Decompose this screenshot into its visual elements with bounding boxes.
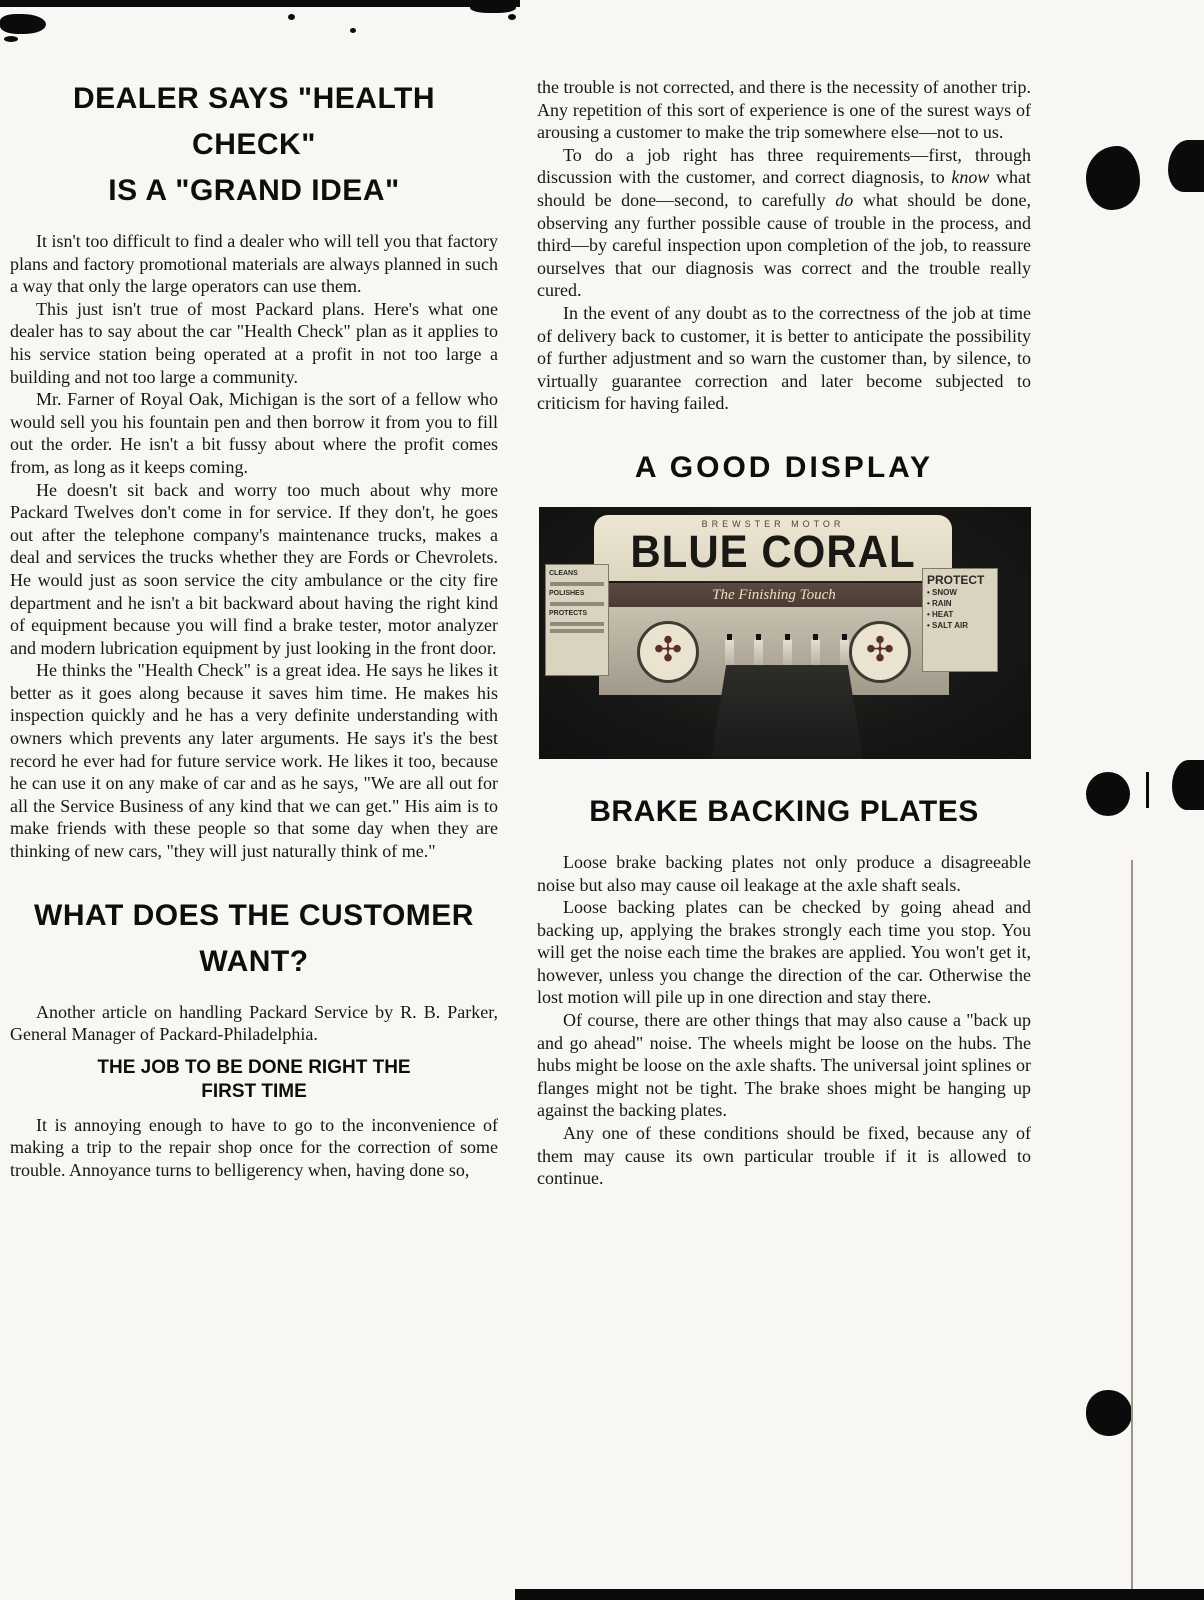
scan-artifact-ink-blob bbox=[1168, 140, 1204, 192]
card-item: • SALT AIR bbox=[927, 620, 969, 630]
article2-title-line1: WHAT DOES THE CUSTOMER bbox=[34, 898, 474, 932]
bottle bbox=[783, 639, 792, 665]
medallion-icon: ✣ bbox=[849, 621, 911, 683]
display-counter bbox=[711, 665, 863, 759]
scan-artifact-ink-blob bbox=[1086, 772, 1130, 816]
card-text: PROTECTS bbox=[549, 609, 588, 617]
brakes-paragraph: Of course, there are other things that may also cause a "back up and go ahead" noise. The wheels might be loose on the hubs. The hubs might be loose on the axle shafts. The universal joint splines or flanges might not be tight. The brake shoes might be hanging up against the backing plates. bbox=[537, 1010, 1031, 1121]
product-card-left bbox=[546, 565, 608, 675]
spacer bbox=[10, 214, 498, 230]
scan-artifact-dot bbox=[288, 14, 295, 20]
protect-card bbox=[923, 569, 997, 671]
card-rule bbox=[550, 582, 604, 586]
spacer bbox=[537, 415, 1031, 445]
article1-paragraph: It isn't too difficult to find a dealer who will tell you that factory plans and factory promotional materials are always planned in such a way that only the large operators can use them. bbox=[10, 231, 498, 297]
card-text: CLEANS bbox=[549, 569, 578, 577]
article1-paragraph: He doesn't sit back and worry too much about why more Packard Twelves don't come in for service. If they don't, he goes out after the telephone company's maintenance trucks, makes a deal and services the trucks whether they are Fords or Chevrolets. He would just as soon service the city ambulance or the city fire department and he isn't a bit backward about having the right kind of equipment because you will find a brake tester, motor analyzer and modern lubrication equipment by just looking in the front door. bbox=[10, 479, 498, 658]
spacer bbox=[10, 1046, 498, 1056]
text-run: To do a job right has three requirements—first, through discussion with the customer, and correct diagnosis, to bbox=[537, 144, 1031, 188]
tagline-band: The Finishing Touch bbox=[573, 583, 975, 607]
card-rule bbox=[550, 629, 604, 633]
article1-title-line2: IS A "GRAND IDEA" bbox=[108, 174, 400, 207]
article2-title-line2: WANT? bbox=[199, 944, 309, 978]
continued-paragraph: In the event of any doubt as to the correctness of the job at time of delivery back to customer, it is better to anticipate the possibility of further adjustment and so warn the customer than, by silence, to virtually guarantee correction and later become subjected to criticism for having failed. bbox=[537, 302, 1031, 414]
scan-artifact-dot bbox=[508, 14, 516, 20]
scan-artifact-bottom-bar bbox=[515, 1589, 1204, 1600]
article1-paragraph: This just isn't true of most Packard plans. Here's what one dealer has to say about the car "Health Check" plan as it applies to his service station being operated at a profit in not too large a building and not too large a community. bbox=[10, 298, 498, 387]
article2-subhead-line1: THE JOB TO BE DONE RIGHT THE bbox=[97, 1056, 411, 1078]
scan-artifact-dot bbox=[350, 28, 356, 33]
brakes-paragraph: Loose brake backing plates not only produce a disagreeable noise but also may cause oil leakage at the axle shaft seals. bbox=[537, 851, 1031, 895]
scan-artifact-top-bar bbox=[0, 0, 520, 7]
scan-artifact-fold-line bbox=[1131, 860, 1133, 1600]
spacer bbox=[537, 835, 1031, 851]
blue-coral-logo: BLUE CORAL bbox=[630, 525, 916, 577]
scan-artifact-blob bbox=[0, 14, 46, 34]
card-rule bbox=[550, 622, 604, 626]
card-rule bbox=[550, 602, 604, 606]
brakes-section-title: BRAKE BACKING PLATES bbox=[589, 794, 979, 828]
scan-artifact-ink-blob bbox=[1086, 146, 1140, 210]
spacer bbox=[10, 985, 498, 1001]
scan-artifact-ink-blob bbox=[1172, 760, 1204, 810]
bottle bbox=[840, 639, 849, 665]
article1-title-line1: DEALER SAYS "HEALTH CHECK" bbox=[72, 82, 436, 161]
bottle bbox=[811, 639, 820, 665]
italic-word: know bbox=[951, 167, 990, 188]
continued-paragraph bbox=[537, 144, 1031, 302]
article1-paragraph: He thinks the "Health Check" is a great idea. He says he likes it better as it goes along because it saves him time. He makes his inspection quickly and he has a very definite understanding with owners which prevents any later arguments. He says it's the best record he ever had for future service work. He likes it too, because he can use it on any make of car and as he says, "We are all out for all the Service Business of any kind that we can get." His aim is to make friends with these people so that some day when they are thinking of new cars, "they will just naturally think of me." bbox=[10, 660, 498, 862]
display-maker-label: BREWSTER MOTOR bbox=[701, 518, 845, 529]
article2-intro: Another article on handling Packard Service by R. B. Parker, General Manager of Packard-Philadelphia. bbox=[10, 1001, 498, 1045]
bottle bbox=[725, 639, 734, 665]
card-item: • HEAT bbox=[927, 609, 954, 619]
brakes-paragraph: Loose backing plates can be checked by going ahead and backing up, applying the brakes strongly each time you stop. You will get the noise each time the brakes are applied. You won't get it, however, unless you change the direction of the car. Otherwise the lost motion will pile up in one direction and stay there. bbox=[537, 897, 1031, 1008]
spacer bbox=[10, 1104, 498, 1114]
spacer bbox=[10, 863, 498, 893]
card-item: • SNOW bbox=[927, 587, 957, 597]
card-item: • RAIN bbox=[927, 598, 952, 608]
italic-word: do bbox=[835, 189, 854, 210]
text-run: what should be done—second, to carefully bbox=[537, 167, 1031, 210]
display-section-title: A GOOD DISPLAY bbox=[634, 450, 934, 484]
display-photo bbox=[539, 507, 1031, 759]
card-title: PROTECT bbox=[927, 572, 985, 587]
scan-artifact-tick bbox=[1146, 772, 1149, 808]
article1-paragraph: Mr. Farner of Royal Oak, Michigan is the sort of a fellow who would sell you his fountain pen and then borrow it from you to fill out the order. He isn't a bit fussy about where the profit comes from, as long as it keeps coming. bbox=[10, 389, 498, 477]
spacer bbox=[537, 759, 1031, 789]
product-bottles bbox=[725, 639, 849, 665]
right-column bbox=[537, 76, 1031, 1190]
continued-paragraph: the trouble is not corrected, and there is the necessity of another trip. Any repetition of this sort of experience is one of the surest ways of arousing a customer to make the trip somewhere else—not to us. bbox=[537, 77, 1031, 143]
left-column bbox=[10, 76, 498, 1182]
display-header-panel bbox=[594, 515, 952, 581]
scan-artifact-ink-blob bbox=[1086, 1390, 1132, 1436]
bottle bbox=[754, 639, 763, 665]
article2-paragraph: It is annoying enough to have to go to the inconvenience of making a trip to the repair shop once for the correction of some trouble. Annoyance turns to belligerency when, having done so, bbox=[10, 1114, 498, 1180]
card-text: POLISHES bbox=[549, 589, 585, 597]
medallion-icon: ✣ bbox=[637, 621, 699, 683]
text-run: what should be done, observing any further possible cause of trouble in the process, and third—by careful inspection upon completion of the job, to reassure ourselves that our diagnosis was correct and the trouble really cured. bbox=[537, 189, 1031, 301]
brakes-paragraph: Any one of these conditions should be fixed, because any of them may cause its own particular trouble if it is allowed to continue. bbox=[537, 1123, 1031, 1189]
scan-artifact-blob bbox=[4, 36, 18, 42]
scan-artifact-mark bbox=[470, 0, 516, 13]
article2-subhead-line2: FIRST TIME bbox=[201, 1080, 307, 1102]
